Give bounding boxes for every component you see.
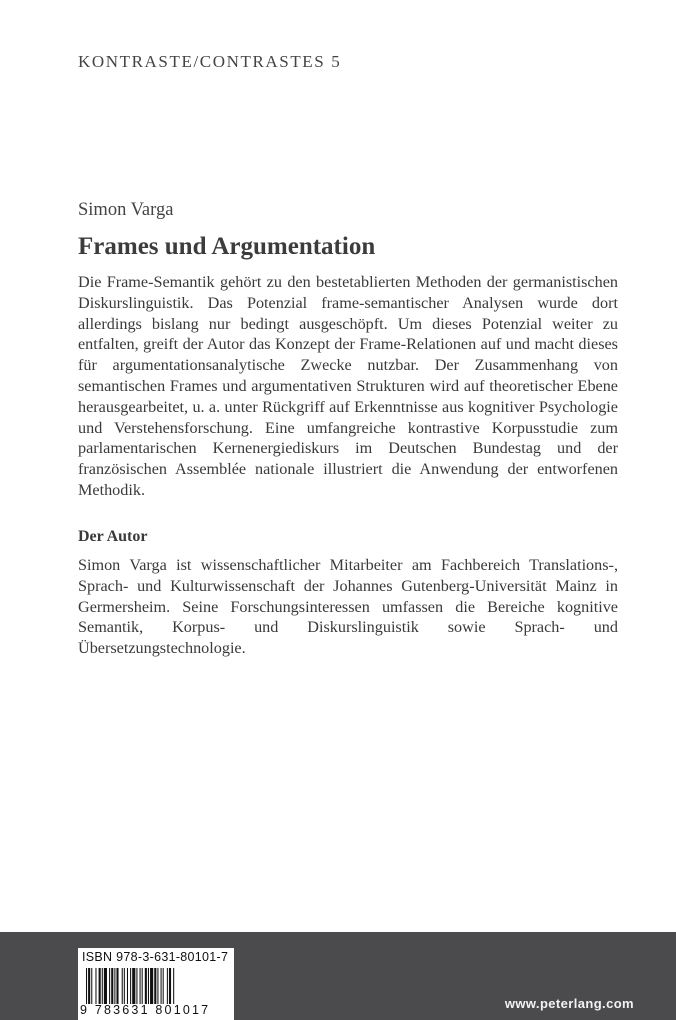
barcode-bar [109,968,110,1004]
series-title: KONTRASTE/CONTRASTES 5 [78,52,342,71]
abstract-text: Die Frame-Semantik gehört zu den bestetablierten Methoden der germanistischen Diskurslinguistik. Das Potenzial frame-semantischer Analysen wurde dort allerdings bislang nur bedingt ausgeschöpft. Um dieses Potenzial weiter zu entfalten, greift der Autor das Konzept der Frame-Relationen auf und macht dieses für argumentationsanalytische Zwecke nutzbar. Der Zusammenhang von semantischen Frames und argumentativen Strukturen wird auf theoretischer Ebene herausgearbeitet, u. a. unter Rückgriff auf Erkenntnisse aus kognitiver Psychologie und Verstehensforschung. Eine umfangreiche kontrastive Korpusstudie zum parlamentarischen Kernenergiediskurs im Deutschen Bundestag und der französischen Assemblée nationale illustriert die Anwendung der entworfenen Methodik. [78,273,618,499]
barcode-bar [127,968,128,1004]
barcode-bar [99,968,101,1004]
isbn-label: ISBN 978-3-631-80101-7 [82,950,229,964]
barcode-bar [124,968,125,1004]
barcode-bar [88,968,90,1004]
barcode-bar [136,968,137,1004]
author-bio-text: Simon Varga ist wissenschaftlicher Mitarbeiter am Fachbereich Translations-, Sprach- und Kulturwissenschaft der Johannes Gutenberg-Universität Mainz in Germersheim. Seine Forschungsinteressen umfassen die Bereiche kognitive Semantik, Korpus- und Diskurslinguistik sowie Sprach- und Übersetzungstechnologie. [78,556,618,658]
barcode-bar [150,968,153,1004]
barcode-bar [91,968,92,1004]
barcode-bar [114,968,115,1004]
barcode-bar [102,968,103,1004]
barcode-bar [167,968,168,1004]
barcode-bar [140,968,141,1004]
barcode-bar [161,968,162,1004]
book-title: Frames und Argumentation [78,233,376,260]
isbn-barcode [78,948,234,1020]
barcode-bar [157,968,158,1004]
barcode-bar [169,968,171,1004]
barcode-bar [86,968,87,1004]
barcode-bar [95,968,96,1004]
barcode-bar [104,968,107,1004]
barcode-bar [116,968,118,1004]
barcode-bar [132,968,135,1004]
barcode-bar [145,968,147,1004]
barcode-bar [173,968,174,1004]
barcode-bar [154,968,156,1004]
barcode-digits: 9 783631 801017 [80,1003,211,1017]
barcode-bars [86,968,228,1004]
author-bio-heading: Der Autor [78,528,148,545]
publisher-url: www.peterlang.com [504,996,634,1011]
author-name: Simon Varga [78,200,174,220]
barcode-bar [130,968,131,1004]
barcode-bar [148,968,149,1004]
barcode-bar [122,968,123,1004]
barcode-bar [163,968,164,1004]
barcode-bar [111,968,113,1004]
barcode-bar [142,968,143,1004]
